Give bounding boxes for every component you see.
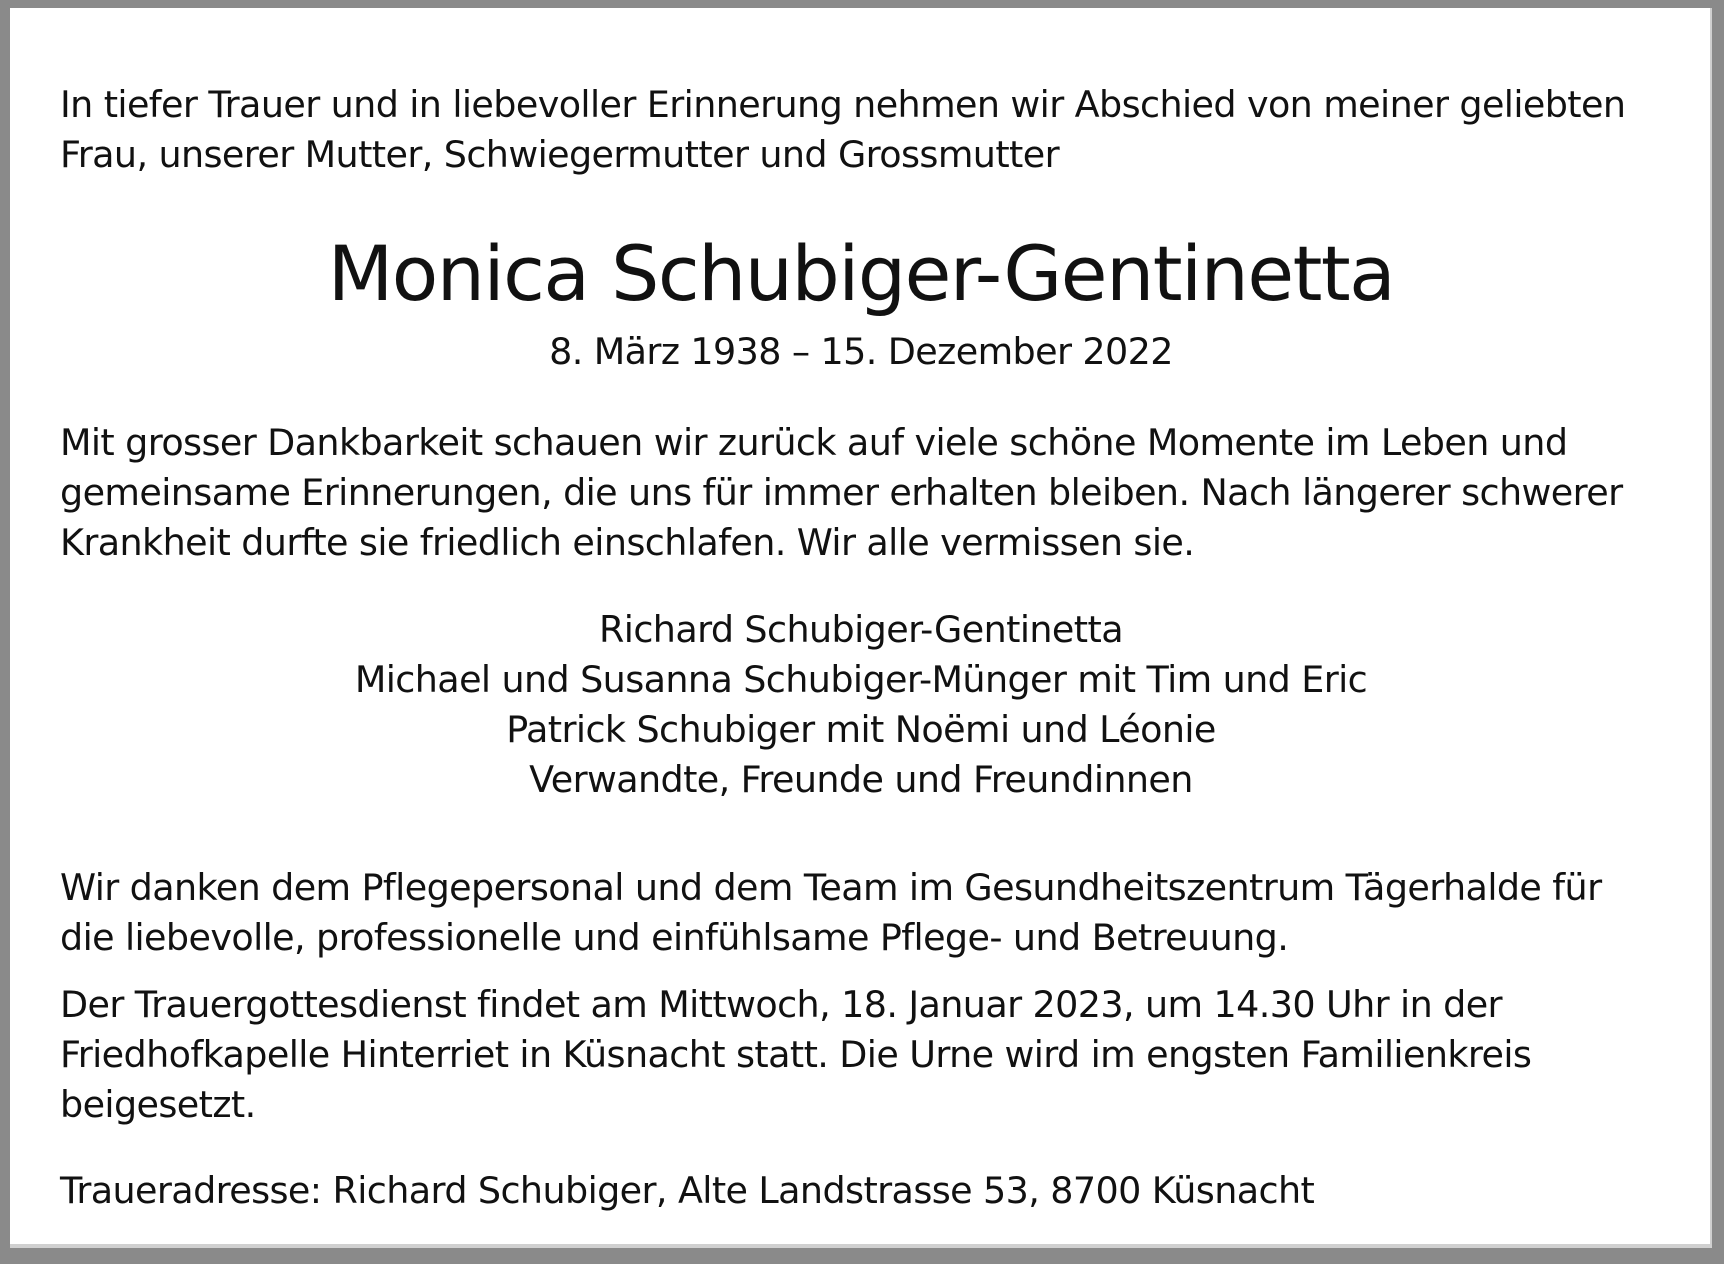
service-line: Der Trauergottesdienst findet am Mittwoch, 18. Januar 2023, um 14.30 Uhr in der — [60, 983, 1502, 1026]
service-line: beigesetzt. — [60, 1083, 256, 1126]
mourners-list — [10, 605, 1712, 805]
gratitude-line: Krankheit durfte sie friedlich einschlafen. Wir alle vermissen sie. — [60, 521, 1195, 564]
thanks-line: die liebevolle, professionelle und einfühlsame Pflege- und Betreuung. — [60, 916, 1289, 959]
thanks-line: Wir danken dem Pflegepersonal und dem Team im Gesundheitszentrum Tägerhalde für — [60, 866, 1602, 909]
mourner-line: Verwandte, Freunde und Freundinnen — [529, 758, 1193, 801]
mourner-line: Richard Schubiger-Gentinetta — [599, 608, 1123, 651]
service-paragraph — [60, 980, 1680, 1130]
deceased-name: Monica Schubiger-Gentinetta — [327, 229, 1395, 318]
intro-paragraph — [60, 80, 1680, 180]
gratitude-line: Mit grosser Dankbarkeit schauen wir zurück auf viele schöne Momente im Leben und — [60, 421, 1568, 464]
obituary-card — [10, 8, 1712, 1248]
mourning-address: Traueradresse: Richard Schubiger, Alte Landstrasse 53, 8700 Küsnacht — [60, 1169, 1315, 1212]
gratitude-line: gemeinsame Erinnerungen, die uns für immer erhalten bleiben. Nach längerer schwerer — [60, 471, 1623, 514]
thanks-paragraph — [60, 863, 1680, 963]
service-line: Friedhofkapelle Hinterriet in Küsnacht statt. Die Urne wird im engsten Familienkreis — [60, 1033, 1532, 1076]
mourner-line: Patrick Schubiger mit Noëmi und Léonie — [506, 708, 1216, 751]
gratitude-paragraph — [60, 418, 1680, 568]
intro-line: Frau, unserer Mutter, Schwiegermutter und Grossmutter — [60, 133, 1060, 176]
mourner-line: Michael und Susanna Schubiger-Münger mit Tim und Eric — [354, 658, 1368, 701]
intro-line: In tiefer Trauer und in liebevoller Erinnerung nehmen wir Abschied von meiner geliebten — [60, 83, 1626, 126]
life-dates: 8. März 1938 – 15. Dezember 2022 — [549, 330, 1173, 373]
